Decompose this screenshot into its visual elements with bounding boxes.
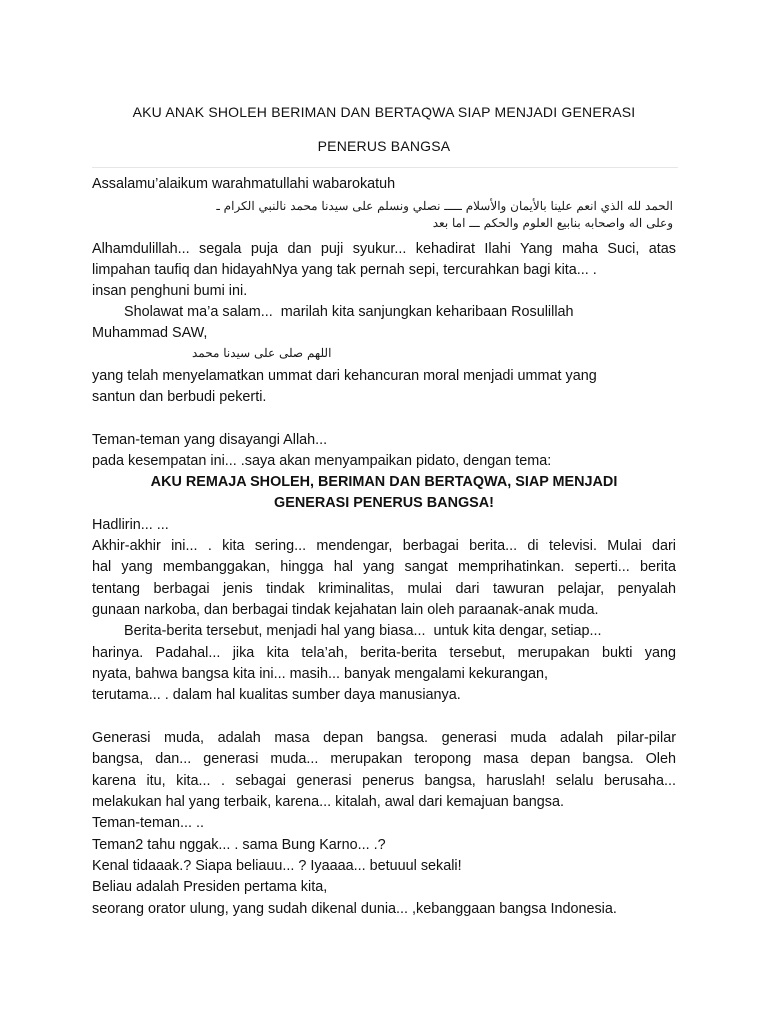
paragraph-3-line-2: santun dan berbudi pekerti. — [92, 389, 267, 405]
paragraph-4-line-2: pada kesempatan ini... .saya akan menyampaikan pidato, dengan tema: — [92, 453, 552, 469]
paragraph-7-line-4: melakukan hal yang terbaik, karena... kitalah, awal dari kemajuan bangsa. — [92, 794, 564, 810]
paragraph-7-line-3: karena itu, kita... . sebagai generasi penerus bangsa, haruslah! selalu berusaha... — [92, 773, 676, 789]
paragraph-6-line-3: nyata, bahwa bangsa kita ini... masih... banyak mengalami kekurangan, — [92, 666, 548, 682]
paragraph-5-line-5: gunaan narkoba, dan berbagai tindak kejahatan lain oleh paraanak-anak muda. — [92, 602, 599, 618]
paragraph-8-line-5: seorang orator ulung, yang sudah dikenal dunia... ,kebanggaan bangsa Indonesia. — [92, 901, 617, 917]
paragraph-2-line-2: Muhammad SAW, — [92, 325, 208, 341]
paragraph-6-line-2: harinya. Padahal... jika kita tela’ah, berita-berita tersebut, merupakan bukti yang — [92, 645, 676, 661]
arabic-opening-line-1: الحمد لله الذي انعم علينا بالأيمان والأسلام ـــــ نصلي ونسلم على سيدنا محمد نالنبي الكرام ـ — [216, 199, 673, 213]
paragraph-8-line-1: Teman-teman... .. — [92, 815, 204, 831]
paragraph-8-line-3: Kenal tidaaak.? Siapa beliauu... ? Iyaaaa... betuuul sekali! — [92, 858, 462, 874]
paragraph-8-line-4: Beliau adalah Presiden pertama kita, — [92, 879, 328, 895]
paragraph-3-line-1: yang telah menyelamatkan ummat dari kehancuran moral menjadi ummat yang — [92, 368, 597, 384]
paragraph-6-line-1: Berita-berita tersebut, menjadi hal yang biasa... untuk kita dengar, setiap... — [92, 623, 602, 639]
divider — [92, 167, 678, 168]
arabic-sholawat-line: اللهم صلى على سيدنا محمد — [192, 346, 332, 360]
document-title-line-2: PENERUS BANGSA — [317, 138, 451, 154]
paragraph-8-line-2: Teman2 tahu nggak... . sama Bung Karno... .? — [92, 837, 386, 853]
greeting-text: Assalamu’alaikum warahmatullahi wabarokatuh — [92, 176, 396, 192]
paragraph-1-line-1: Alhamdulillah... segala puja dan puji syukur... kehadirat Ilahi Yang maha Suci, atas — [92, 241, 676, 257]
paragraph-6-line-4: terutama... . dalam hal kualitas sumber daya manusianya. — [92, 687, 461, 703]
paragraph-5-line-3: hal yang membanggakan, hingga hal yang sangat memprihatinkan. seperti... berita — [92, 559, 676, 575]
speech-theme-line-1: AKU REMAJA SHOLEH, BERIMAN DAN BERTAQWA, SIAP MENJADI — [150, 474, 618, 490]
paragraph-7-line-2: bangsa, dan... generasi muda... merupakan teropong masa depan bangsa. Oleh — [92, 751, 676, 767]
paragraph-5-line-2: Akhir-akhir ini... . kita sering... mendengar, berbagai berita... di televisi. Mulai dari — [92, 538, 676, 554]
paragraph-5-line-4: tentang berbagai jenis tindak kriminalitas, mulai dari tawuran pelajar, penyalah — [92, 581, 676, 597]
paragraph-7-line-1: Generasi muda, adalah masa depan bangsa. generasi muda adalah pilar-pilar — [92, 730, 676, 746]
document-title-line-1: AKU ANAK SHOLEH BERIMAN DAN BERTAQWA SIAP MENJADI GENERASI — [132, 104, 636, 120]
paragraph-1-line-2: limpahan taufiq dan hidayahNya yang tak pernah sepi, tercurahkan bagi kita... . — [92, 262, 597, 278]
paragraph-2-line-1: Sholawat ma’a salam... marilah kita sanjungkan keharibaan Rosulillah — [92, 304, 574, 320]
speech-theme-line-2: GENERASI PENERUS BANGSA! — [274, 495, 494, 511]
paragraph-5-line-1: Hadlirin... ... — [92, 517, 169, 533]
paragraph-4-line-1: Teman-teman yang disayangi Allah... — [92, 432, 328, 448]
arabic-opening-line-2: وعلى اله واصحابه بنابيع العلوم والحكم ـــ اما بعد — [432, 216, 673, 230]
paragraph-1-line-3: insan penghuni bumi ini. — [92, 283, 248, 299]
